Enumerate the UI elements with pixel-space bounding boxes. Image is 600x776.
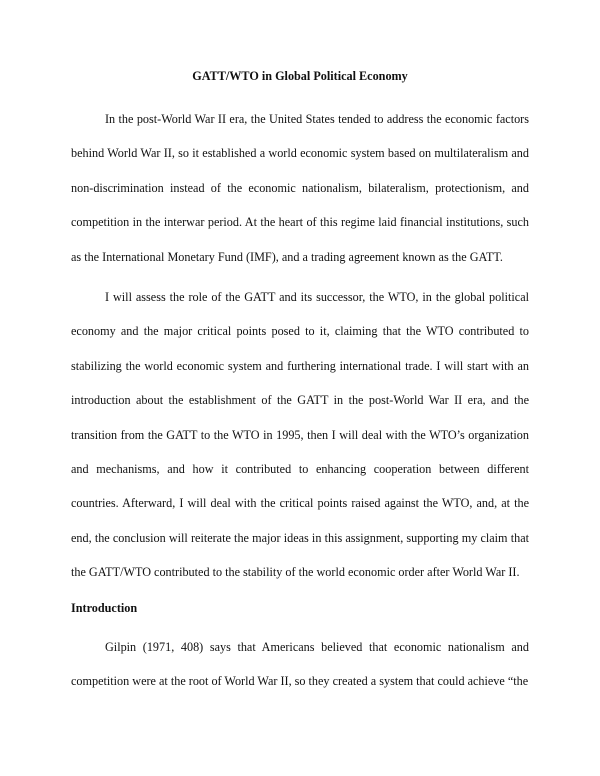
paragraph-3: Gilpin (1971, 408) says that Americans believed that economic nationalism and competition were at the root of World War II, so they created a system that could achieve “the [71, 640, 529, 689]
section-heading-introduction: Introduction [71, 601, 138, 615]
paragraph-1: In the post-World War II era, the United States tended to address the economic factors behind World War II, so it established a world economic system based on multilateralism and non-discrimination instead of the economic nationalism, bilateralism, protectionism, and competition in the interwar period. At the heart of this regime laid financial institutions, such as the International Monetary Fund (IMF), and a trading agreement known as the GATT. [71, 112, 529, 264]
document-title: GATT/WTO in Global Political Economy [192, 69, 408, 83]
paragraph-2: I will assess the role of the GATT and its successor, the WTO, in the global political economy and the major critical points posed to it, claiming that the WTO contributed to stabilizing the world economic system and furthering international trade. I will start with an introduction about the establishment of the GATT in the post-World War II era, and the transition from the GATT to the WTO in 1995, then I will deal with the WTO’s organization and mechanisms, and how it contributed to enhancing cooperation between different countries. Afterward, I will deal with the critical points raised against the WTO, and, at the end, the conclusion will reiterate the major ideas in this assignment, supporting my claim that the GATT/WTO contributed to the stability of the world economic order after World War II. [71, 290, 529, 580]
